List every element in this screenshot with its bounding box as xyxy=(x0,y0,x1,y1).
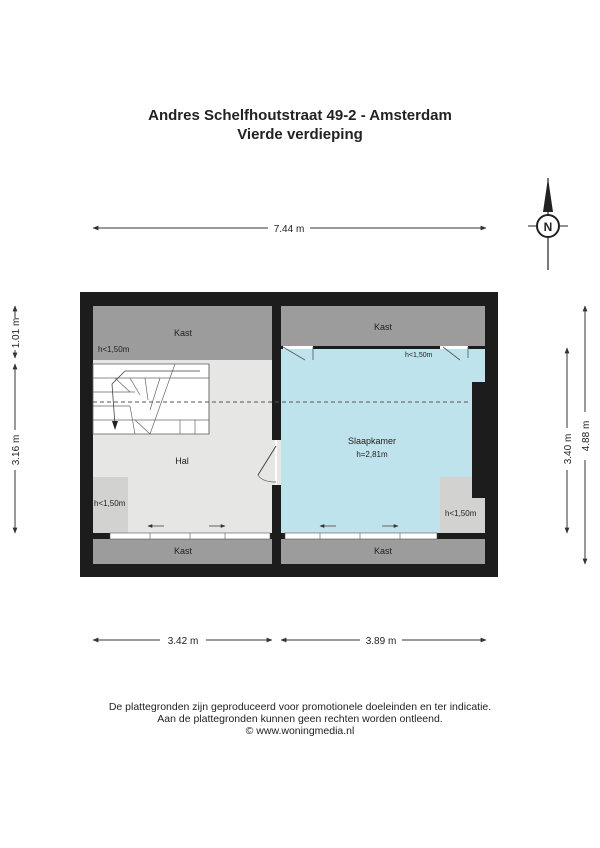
dimension-label: 3.40 m xyxy=(563,433,574,465)
dimension-label: 3.16 m xyxy=(11,434,22,466)
disclaimer-line: Aan de plattegronden kunnen geen rechten worden ontleend. xyxy=(157,713,443,725)
dimension-right xyxy=(563,306,592,564)
plan-title-floor: Vierde verdieping xyxy=(237,126,363,143)
dimension-left xyxy=(11,306,22,533)
dimension-label: 3.89 m xyxy=(365,636,397,647)
plan-title-address: Andres Schelfhoutstraat 49-2 - Amsterdam xyxy=(148,107,452,124)
dimension-label: 3.42 m xyxy=(167,636,199,647)
room-label-hal: Hal xyxy=(175,456,189,466)
dimension-label: 7.44 m xyxy=(273,224,305,235)
staircase xyxy=(93,364,209,434)
room-label-kast: Kast xyxy=(173,328,193,338)
dimension-label: 1.01 m xyxy=(11,317,22,349)
height-note: h<1,50m xyxy=(445,509,477,518)
room-label-kast: Kast xyxy=(373,322,393,332)
dimension-label: 4.88 m xyxy=(581,420,592,452)
room-height-slaapkamer: h=2,81m xyxy=(356,450,388,459)
height-note: h<1,50m xyxy=(98,345,130,354)
height-note: h<1,50m xyxy=(94,499,126,508)
height-note: h<1,50m xyxy=(405,352,433,359)
disclaimer-line: De plattegronden zijn geproduceerd voor promotionele doeleinden en ter indicatie. xyxy=(108,701,492,713)
room-label-kast: Kast xyxy=(373,546,393,556)
room-label-slaapkamer: Slaapkamer xyxy=(347,436,397,446)
chimney-wall xyxy=(472,382,485,498)
dimension-bottom xyxy=(93,636,486,647)
room-label-kast: Kast xyxy=(173,546,193,556)
compass-icon xyxy=(528,178,568,270)
copyright-line: © www.woningmedia.nl xyxy=(245,725,355,737)
dimension-top-width xyxy=(93,224,486,235)
compass-label: N xyxy=(543,220,553,234)
